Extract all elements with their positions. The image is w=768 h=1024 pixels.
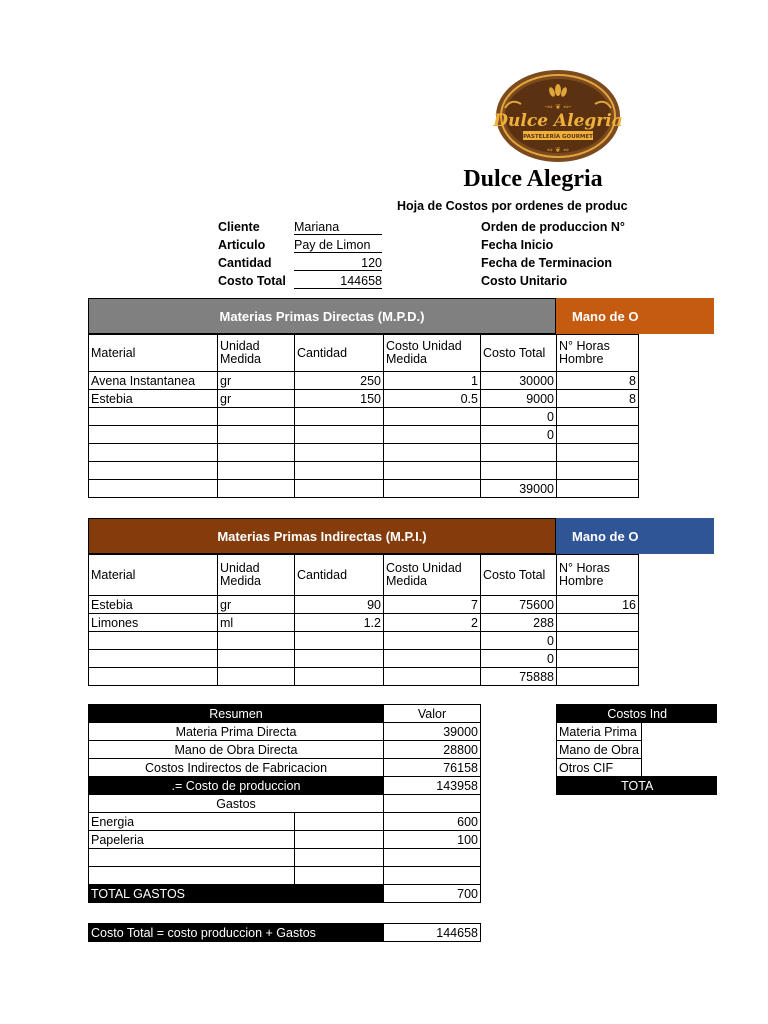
info-value-costo-total: 144658: [294, 274, 382, 289]
gastos-label: Energia: [89, 813, 295, 831]
cell-costo-unidad: [384, 480, 481, 498]
cell-horas: [557, 462, 639, 480]
gastos-row: [89, 813, 481, 831]
col-header-costo-total: Costo Total: [481, 335, 557, 372]
summary-label: Costos Indirectos de Fabricacion: [89, 759, 384, 777]
summary-value: 76158: [384, 759, 481, 777]
cell-unidad: [218, 462, 295, 480]
info-label-fecha-inicio: Fecha Inicio: [481, 238, 554, 252]
col-header-costo-unidad: Costo Unidad Medida: [384, 555, 481, 596]
info-label-costo-unitario: Costo Unitario: [481, 274, 568, 288]
table-row: [89, 444, 639, 462]
production-cost-value: 143958: [384, 777, 481, 795]
cif-header-row: [557, 705, 718, 723]
mpd-table: [88, 334, 639, 498]
gastos-value: 100: [384, 831, 481, 849]
costo-total-value: 144658: [384, 924, 481, 942]
cell-cantidad: 1.2: [295, 614, 384, 632]
mano-obra-indirecta-section-title: Mano de O: [572, 528, 639, 544]
info-label-orden: Orden de produccion N°: [481, 220, 625, 234]
info-label-fecha-terminacion: Fecha de Terminacion: [481, 256, 613, 270]
col-header-cantidad: Cantidad: [295, 335, 384, 372]
cif-cut: [641, 723, 717, 741]
cell-unidad: [218, 480, 295, 498]
cell-costo-unidad: [384, 444, 481, 462]
mpd-section-header: [88, 298, 556, 334]
cell-material: [89, 444, 218, 462]
cell-horas: 16: [557, 596, 639, 614]
summary-header-row: [89, 705, 481, 723]
cell-costo-unidad: [384, 426, 481, 444]
cell-unidad: gr: [218, 372, 295, 390]
col-header-material: Material: [89, 555, 218, 596]
cell-cantidad: [295, 650, 384, 668]
cell-costo-unidad: [384, 650, 481, 668]
cell-unidad: [218, 408, 295, 426]
cell-costo-unidad: 2: [384, 614, 481, 632]
table-header-row: [89, 335, 639, 372]
col-header-unidad: Unidad Medida: [218, 335, 295, 372]
cell-unidad: gr: [218, 596, 295, 614]
svg-text:PASTELERÍA GOURMET: PASTELERÍA GOURMET: [523, 134, 593, 140]
gastos-blank: [295, 849, 384, 867]
mano-obra-section-title: Mano de O: [572, 308, 639, 324]
costo-total-table: [88, 923, 481, 942]
mpi-table: [88, 554, 639, 686]
summary-row: [89, 741, 481, 759]
cell-horas: [557, 668, 639, 686]
costo-total-label: Costo Total = costo produccion + Gastos: [89, 924, 384, 942]
cell-cantidad: 150: [295, 390, 384, 408]
cif-header: Costos Ind: [557, 705, 718, 723]
cell-costo-total: [481, 444, 557, 462]
cell-horas: [557, 632, 639, 650]
cell-cantidad: [295, 408, 384, 426]
gastos-row: [89, 849, 481, 867]
cell-unidad: gr: [218, 390, 295, 408]
cif-table: [556, 704, 717, 795]
cell-costo-total: 0: [481, 632, 557, 650]
cell-unidad: ml: [218, 614, 295, 632]
cell-costo-total: 288: [481, 614, 557, 632]
cell-costo-unidad: [384, 668, 481, 686]
cif-total-label: TOTA: [557, 777, 718, 795]
gastos-value: [384, 867, 481, 885]
cell-material: [89, 668, 218, 686]
table-row: [89, 408, 639, 426]
svg-text:-∾ ❦ ∾-: -∾ ❦ ∾-: [544, 103, 572, 111]
cell-cantidad: [295, 462, 384, 480]
col-header-cantidad: Cantidad: [295, 555, 384, 596]
cell-cantidad: [295, 668, 384, 686]
cell-material: Estebia: [89, 390, 218, 408]
cell-costo-total: [481, 462, 557, 480]
cell-cantidad: [295, 632, 384, 650]
svg-text:Dulce Alegria: Dulce Alegria: [493, 111, 623, 131]
production-cost-label: .= Costo de produccion: [89, 777, 384, 795]
gastos-blank: [295, 831, 384, 849]
info-value-articulo: Pay de Limon: [294, 238, 382, 253]
gastos-header-value: [384, 795, 481, 813]
cell-material: [89, 632, 218, 650]
mpi-section-title: Materias Primas Indirectas (M.P.I.): [217, 528, 427, 544]
summary-row: [89, 723, 481, 741]
cell-costo-total: 75888: [481, 668, 557, 686]
cell-horas: 8: [557, 372, 639, 390]
table-total-row: [89, 480, 639, 498]
col-header-material: Material: [89, 335, 218, 372]
info-value-cliente: Mariana: [294, 220, 382, 235]
cell-horas: [557, 650, 639, 668]
total-gastos-row: [89, 885, 481, 903]
info-label-cliente: Cliente: [218, 220, 260, 234]
cell-material: [89, 462, 218, 480]
info-label-cantidad: Cantidad: [218, 256, 272, 270]
summary-label: Materia Prima Directa: [89, 723, 384, 741]
table-row: [89, 390, 639, 408]
cell-material: Avena Instantanea: [89, 372, 218, 390]
gastos-blank: [295, 813, 384, 831]
cell-costo-total: 0: [481, 650, 557, 668]
col-header-costo-unidad: Costo Unidad Medida: [384, 335, 481, 372]
info-label-articulo: Articulo: [218, 238, 266, 252]
total-gastos-label: TOTAL GASTOS: [89, 885, 384, 903]
summary-row: [89, 759, 481, 777]
costo-total-row: [89, 924, 481, 942]
cif-total-row: [557, 777, 718, 795]
table-row: [89, 632, 639, 650]
cell-cantidad: [295, 426, 384, 444]
gastos-row: [89, 831, 481, 849]
cif-row: [557, 723, 718, 741]
cif-cut: [641, 741, 717, 759]
brand-logo: [493, 68, 623, 164]
summary-value: 39000: [384, 723, 481, 741]
gastos-header-row: [89, 795, 481, 813]
cell-unidad: [218, 426, 295, 444]
cell-costo-total: 0: [481, 408, 557, 426]
gastos-value: 600: [384, 813, 481, 831]
gastos-blank: [295, 867, 384, 885]
cell-costo-total: 30000: [481, 372, 557, 390]
table-header-row: [89, 555, 639, 596]
summary-table: [88, 704, 481, 903]
cell-material: [89, 650, 218, 668]
mpi-section-header: [88, 518, 556, 554]
gastos-label: Papeleria: [89, 831, 295, 849]
table-row: [89, 596, 639, 614]
total-gastos-value: 700: [384, 885, 481, 903]
document-title: Dulce Alegria: [463, 166, 603, 192]
cell-costo-unidad: 7: [384, 596, 481, 614]
gastos-value: [384, 849, 481, 867]
cell-cantidad: 250: [295, 372, 384, 390]
cell-material: [89, 426, 218, 444]
table-total-row: [89, 668, 639, 686]
cell-horas: 8: [557, 390, 639, 408]
col-header-unidad: Unidad Medida: [218, 555, 295, 596]
cell-cantidad: [295, 480, 384, 498]
table-row: [89, 650, 639, 668]
gastos-label: [89, 867, 295, 885]
cell-costo-unidad: 1: [384, 372, 481, 390]
cell-horas: [557, 444, 639, 462]
cell-unidad: [218, 668, 295, 686]
mano-obra-section-header: [556, 298, 714, 334]
table-row: [89, 426, 639, 444]
summary-value: 28800: [384, 741, 481, 759]
production-cost-row: [89, 777, 481, 795]
summary-label: Mano de Obra Directa: [89, 741, 384, 759]
cif-label: Materia Prima: [557, 723, 642, 741]
cell-cantidad: [295, 444, 384, 462]
cell-costo-unidad: [384, 408, 481, 426]
cif-row: [557, 759, 718, 777]
svg-text:∾ ❦ ∾: ∾ ❦ ∾: [546, 146, 570, 154]
summary-header-value: Valor: [384, 705, 481, 723]
cif-cut: [641, 759, 717, 777]
cell-costo-total: 39000: [481, 480, 557, 498]
gastos-label: [89, 849, 295, 867]
cell-material: [89, 408, 218, 426]
gastos-row: [89, 867, 481, 885]
cell-costo-unidad: 0.5: [384, 390, 481, 408]
col-header-costo-total: Costo Total: [481, 555, 557, 596]
gastos-header: Gastos: [89, 795, 384, 813]
cif-label: Mano de Obra: [557, 741, 642, 759]
cell-horas: [557, 426, 639, 444]
cell-costo-total: 9000: [481, 390, 557, 408]
cif-row: [557, 741, 718, 759]
cell-unidad: [218, 444, 295, 462]
cell-material: Limones: [89, 614, 218, 632]
table-row: [89, 372, 639, 390]
cell-unidad: [218, 650, 295, 668]
cell-material: [89, 480, 218, 498]
cell-material: Estebia: [89, 596, 218, 614]
cell-horas: [557, 614, 639, 632]
col-header-horas: N° Horas Hombre: [557, 335, 639, 372]
cell-horas: [557, 408, 639, 426]
table-row: [89, 462, 639, 480]
cell-costo-unidad: [384, 462, 481, 480]
col-header-horas: N° Horas Hombre: [557, 555, 639, 596]
document-subtitle: Hoja de Costos por ordenes de produc: [397, 199, 628, 213]
mano-obra-indirecta-section-header: [556, 518, 714, 554]
cif-label: Otros CIF: [557, 759, 642, 777]
cell-unidad: [218, 632, 295, 650]
cell-cantidad: 90: [295, 596, 384, 614]
info-label-costo-total: Costo Total: [218, 274, 286, 288]
table-row: [89, 614, 639, 632]
mpd-section-title: Materias Primas Directas (M.P.D.): [219, 308, 425, 324]
cell-costo-total: 75600: [481, 596, 557, 614]
cell-horas: [557, 480, 639, 498]
info-value-cantidad: 120: [294, 256, 382, 271]
cell-costo-unidad: [384, 632, 481, 650]
summary-header-label: Resumen: [89, 705, 384, 723]
cell-costo-total: 0: [481, 426, 557, 444]
